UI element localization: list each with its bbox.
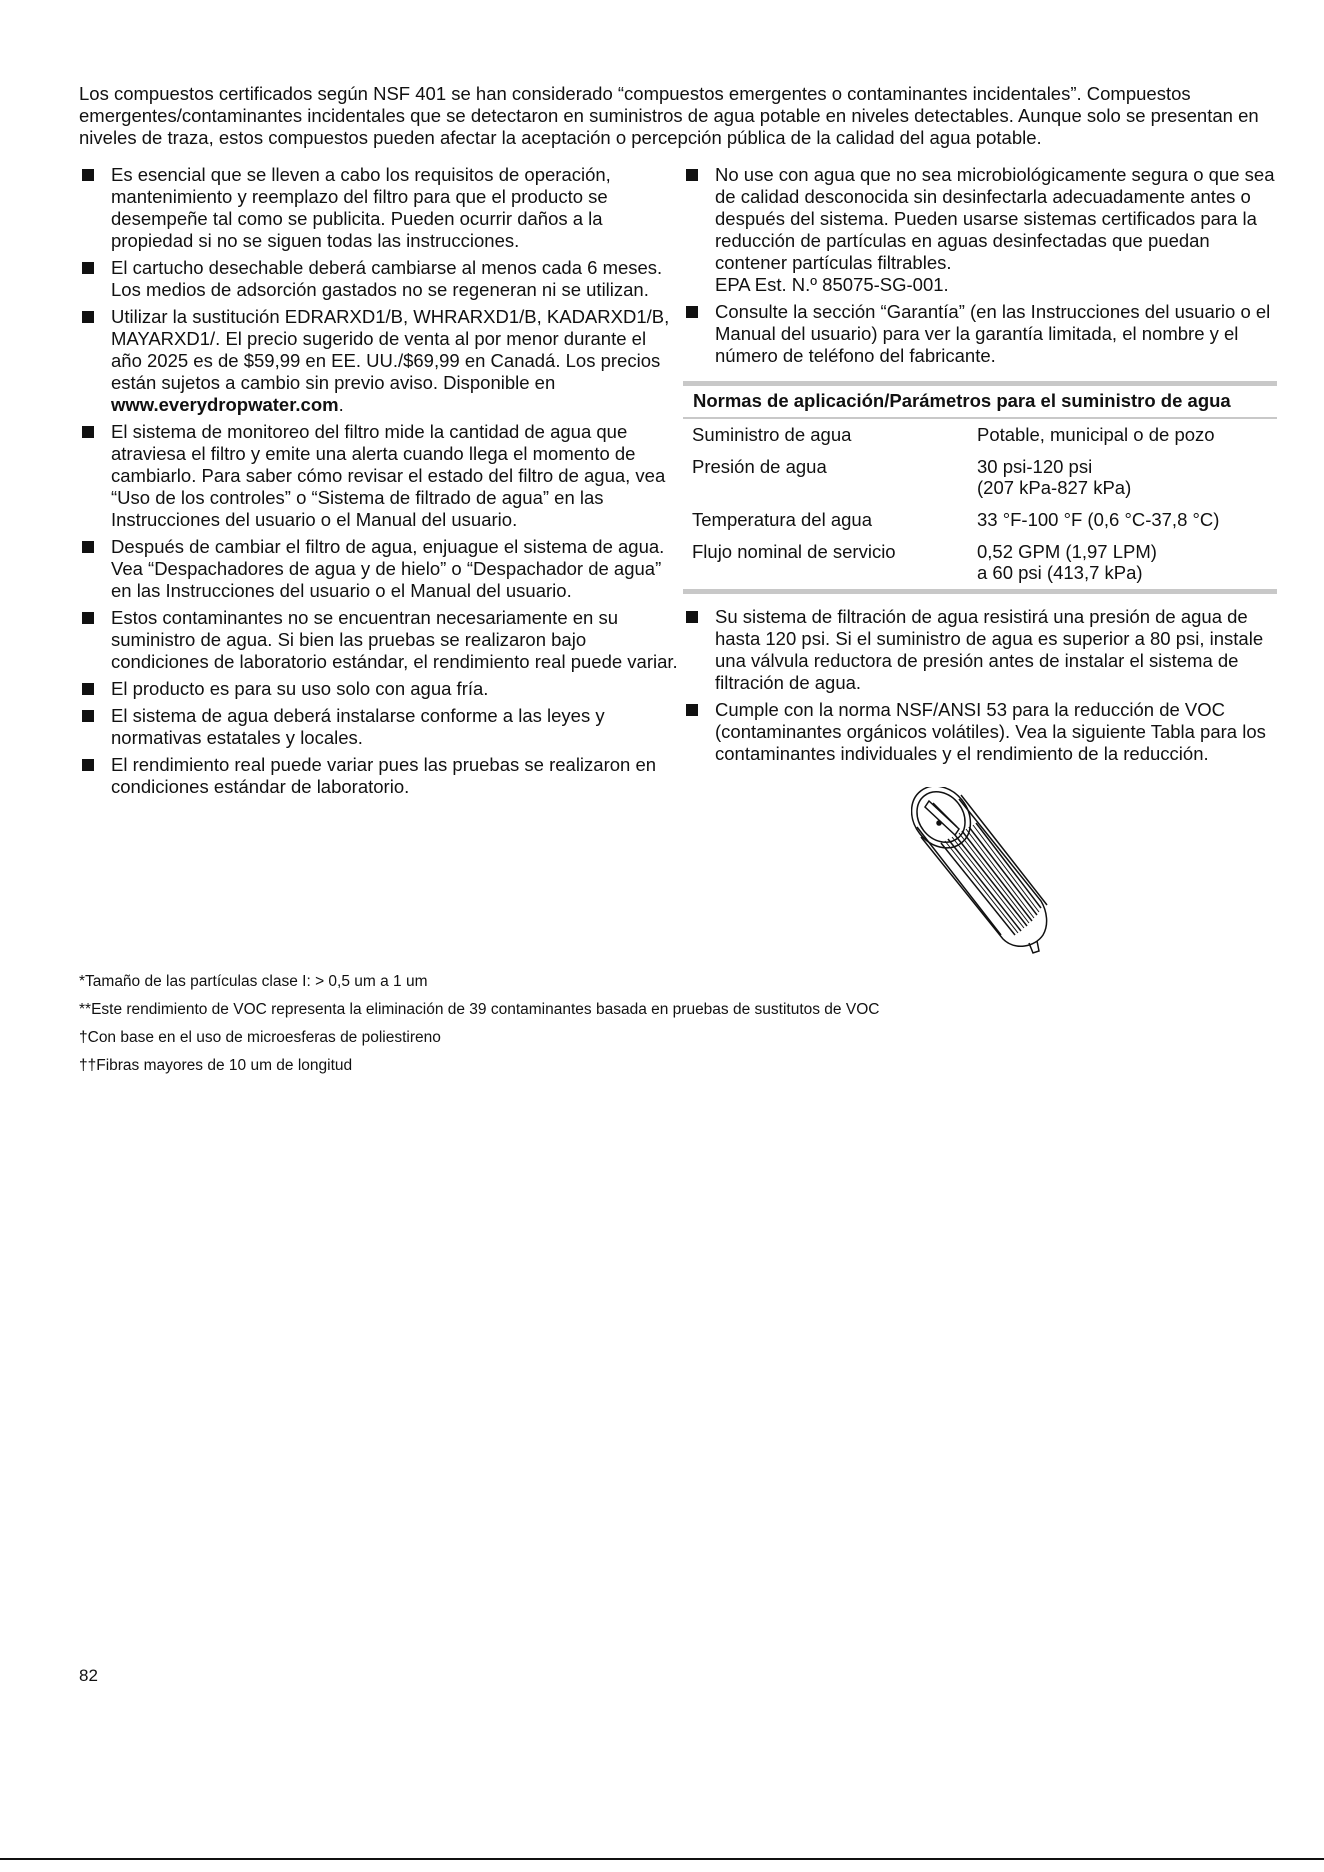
list-item	[683, 164, 1277, 296]
bullet-text: El rendimiento real puede variar pues las pruebas se realizaron en condiciones estándar de laboratorio.	[111, 754, 657, 797]
table-row	[683, 536, 1277, 589]
water-supply-parameters-table	[683, 381, 1277, 594]
list-item	[683, 606, 1277, 694]
footnote: **Este rendimiento de VOC representa la eliminación de 39 contaminantes basada en pruebas de sustitutos de VOC	[79, 1001, 880, 1018]
bullet-text: Es esencial que se lleven a cabo los requisitos de operación, mantenimiento y reemplazo del filtro para que el producto se desempeñe tal como se publicita. Pueden ocurrir daños a la propiedad si no se siguen todas las instrucciones.	[111, 164, 611, 251]
row-value-line: (207 kPa-827 kPa)	[977, 477, 1132, 498]
list-item	[79, 754, 679, 798]
right-bullet-list-bottom	[683, 606, 1277, 765]
bullet-text: Después de cambiar el filtro de agua, enjuague el sistema de agua. Vea “Despachadores de agua y de hielo” o “Despachador de agua” en las Instrucciones del usuario o el Manual del usuario.	[111, 536, 665, 601]
footnote: †Con base en el uso de microesferas de poliestireno	[79, 1029, 441, 1046]
bullet-square-icon	[82, 262, 94, 274]
page-number: 82	[79, 1666, 98, 1685]
parameters-table	[683, 419, 1277, 589]
list-item	[79, 705, 679, 749]
row-value: 33 °F-100 °F (0,6 °C-37,8 °C)	[977, 509, 1220, 530]
row-label: Flujo nominal de servicio	[692, 541, 896, 562]
bullet-square-icon	[82, 426, 94, 438]
bullet-text: Utilizar la sustitución EDRARXD1/B, WHRARXD1/B, KADARXD1/B, MAYARXD1/. El precio sugerido de venta al por menor durante el año 2025 es de $59,99 en EE. UU./$69,99 en Canadá. Los precios están sujetos a cambio sin previo aviso. Disponible en	[111, 306, 670, 393]
list-item	[79, 607, 679, 673]
row-value: Potable, municipal o de pozo	[977, 424, 1215, 445]
footnote: *Tamaño de las partículas clase I: > 0,5 um a 1 um	[79, 973, 428, 990]
table-title: Normas de aplicación/Parámetros para el suministro de agua	[683, 386, 1277, 419]
bullet-square-icon	[82, 541, 94, 553]
bullet-text: El producto es para su uso solo con agua fría.	[111, 678, 489, 699]
list-item	[79, 536, 679, 602]
bullet-square-icon	[82, 311, 94, 323]
row-label: Temperatura del agua	[692, 509, 872, 530]
left-bullet-list	[79, 164, 679, 798]
intro-paragraph: Los compuestos certificados según NSF 401 se han considerado “compuestos emergentes o contaminantes incidentales”. Compuestos emergentes/contaminantes incidentales que se detectaron en suministros de agua potable en niveles detectables. Aunque solo se presentan en niveles de traza, estos compuestos pueden afectar la aceptación o percepción pública de la calidad del agua potable.	[79, 83, 1259, 148]
list-item	[683, 699, 1277, 765]
bullet-square-icon	[82, 683, 94, 695]
website-link[interactable]: www.everydropwater.com	[111, 394, 339, 415]
bullet-square-icon	[686, 169, 698, 181]
bullet-square-icon	[82, 169, 94, 181]
bullet-square-icon	[82, 710, 94, 722]
row-label: Presión de agua	[692, 456, 827, 477]
epa-establishment-number: EPA Est. N.º 85075-SG-001.	[715, 274, 949, 295]
bullet-text: Estos contaminantes no se encuentran necesariamente en su suministro de agua. Si bien las pruebas se realizaron bajo condiciones de laboratorio estándar, el rendimiento real puede variar.	[111, 607, 678, 672]
bullet-text: Su sistema de filtración de agua resistirá una presión de agua de hasta 120 psi. Si el suministro de agua es superior a 80 psi, instale una válvula reductora de presión antes de instalar el sistema de filtración de agua.	[715, 606, 1264, 693]
table-row	[683, 419, 1277, 451]
bullet-text: El sistema de monitoreo del filtro mide la cantidad de agua que atraviesa el filtro y emite una alerta cuando llega el momento de cambiarlo. Para saber cómo revisar el estado del filtro de agua, vea “Uso de los controles” o “Sistema de filtrado de agua” en las Instrucciones del usuario o el Manual del usuario.	[111, 421, 666, 530]
left-column	[79, 164, 679, 803]
row-value-line: 0,52 GPM (1,97 LPM)	[977, 541, 1157, 562]
list-item	[79, 306, 679, 416]
bullet-text: El sistema de agua deberá instalarse conforme a las leyes y normativas estatales y locales.	[111, 705, 605, 748]
list-item	[79, 164, 679, 252]
bullet-text: No use con agua que no sea microbiológicamente segura o que sea de calidad desconocida sin desinfectarla adecuadamente antes o después del sistema. Pueden usarse sistemas certificados para la reducción de partículas en aguas desinfectadas que puedan contener partículas filtrables.	[715, 164, 1275, 273]
list-item	[683, 301, 1277, 367]
bullet-square-icon	[686, 704, 698, 716]
bullet-text: El cartucho desechable deberá cambiarse al menos cada 6 meses. Los medios de adsorción gastados no se regeneran ni se utilizan.	[111, 257, 663, 300]
table-row	[683, 504, 1277, 536]
row-value	[977, 451, 1277, 504]
row-value-line: 30 psi-120 psi	[977, 456, 1093, 477]
footnote: ††Fibras mayores de 10 um de longitud	[79, 1057, 353, 1074]
right-bullet-list-top	[683, 164, 1277, 367]
list-item	[79, 257, 679, 301]
bullet-square-icon	[82, 759, 94, 771]
bullet-square-icon	[686, 306, 698, 318]
bullet-text-end: .	[338, 394, 344, 415]
row-label: Suministro de agua	[692, 424, 852, 445]
bullet-square-icon	[686, 611, 698, 623]
row-value-line: a 60 psi (413,7 kPa)	[977, 562, 1143, 583]
right-column	[683, 164, 1277, 955]
row-value	[977, 536, 1277, 589]
water-filter-cartridge-illustration	[911, 787, 1061, 955]
footnotes	[79, 972, 1279, 1084]
bullet-text: Cumple con la norma NSF/ANSI 53 para la reducción de VOC (contaminantes orgánicos volátiles). Vea la siguiente Tabla para los contaminantes individuales y el rendimiento de la reducción.	[715, 699, 1266, 764]
list-item	[79, 421, 679, 531]
bullet-text: Consulte la sección “Garantía” (en las Instrucciones del usuario o el Manual del usuario) para ver la garantía limitada, el nombre y el número de teléfono del fabricante.	[715, 301, 1271, 366]
list-item	[79, 678, 679, 700]
bullet-square-icon	[82, 612, 94, 624]
table-row	[683, 451, 1277, 504]
bottom-divider	[0, 1858, 1324, 1860]
